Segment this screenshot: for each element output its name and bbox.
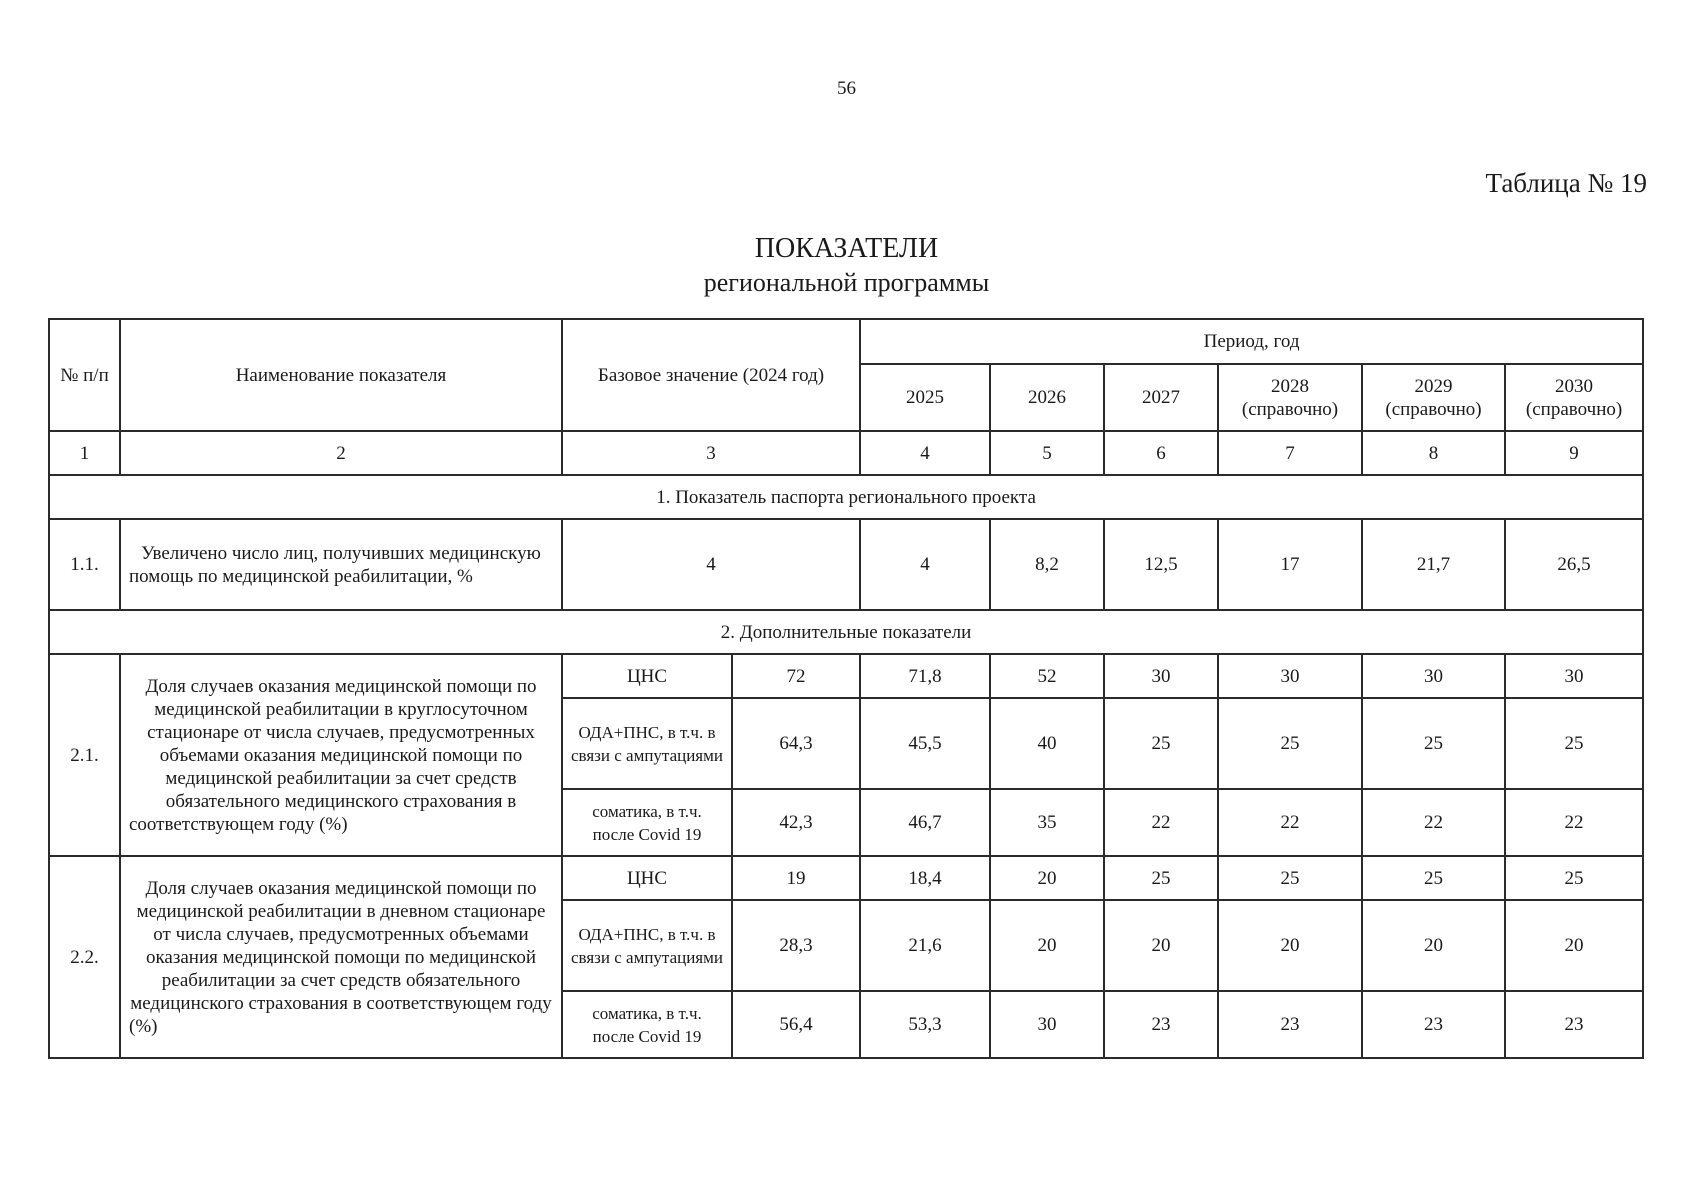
header-year: 2029 (справочно) — [1362, 364, 1505, 431]
value-cell: 4 — [860, 519, 990, 610]
row-number: 2.1. — [49, 654, 120, 856]
base-value: 28,3 — [732, 900, 860, 991]
value-cell: 25 — [1104, 698, 1218, 789]
header-year: 2027 — [1104, 364, 1218, 431]
value-cell: 20 — [990, 900, 1104, 991]
document-title: ПОКАЗАТЕЛИ — [754, 233, 939, 264]
column-number: 8 — [1362, 431, 1505, 475]
value-cell: 20 — [1505, 900, 1643, 991]
column-number: 7 — [1218, 431, 1362, 475]
value-cell: 23 — [1362, 991, 1505, 1058]
value-cell: 52 — [990, 654, 1104, 698]
value-cell: 25 — [1505, 698, 1643, 789]
value-cell: 30 — [1104, 654, 1218, 698]
value-cell: 30 — [1218, 654, 1362, 698]
table-row — [49, 654, 1643, 698]
section-row — [49, 475, 1643, 519]
table-label: Таблица № 19 — [1485, 168, 1647, 198]
value-cell: 22 — [1218, 789, 1362, 856]
column-number: 5 — [990, 431, 1104, 475]
header-year: 2028 (справочно) — [1218, 364, 1362, 431]
value-cell: 30 — [1505, 654, 1643, 698]
base-value: 4 — [562, 519, 860, 610]
value-cell: 25 — [1218, 856, 1362, 900]
value-cell: 45,5 — [860, 698, 990, 789]
base-value: 64,3 — [732, 698, 860, 789]
value-cell: 18,4 — [860, 856, 990, 900]
value-cell: 26,5 — [1505, 519, 1643, 610]
base-value: 42,3 — [732, 789, 860, 856]
base-value: 19 — [732, 856, 860, 900]
value-cell: 8,2 — [990, 519, 1104, 610]
value-cell: 25 — [1505, 856, 1643, 900]
section-title: 1. Показатель паспорта регионального проекта — [49, 475, 1643, 519]
page-number: 56 — [837, 78, 856, 99]
header-year: 2026 — [990, 364, 1104, 431]
value-cell: 30 — [1362, 654, 1505, 698]
base-value: 56,4 — [732, 991, 860, 1058]
column-number: 4 — [860, 431, 990, 475]
category-cell: ОДА+ПНС, в т.ч. в связи с ампутациями — [562, 698, 732, 789]
table-row — [49, 856, 1643, 900]
value-cell: 25 — [1218, 698, 1362, 789]
value-cell: 53,3 — [860, 991, 990, 1058]
value-cell: 20 — [1104, 900, 1218, 991]
header-base: Базовое значение (2024 год) — [562, 319, 860, 431]
value-cell: 12,5 — [1104, 519, 1218, 610]
category-cell: соматика, в т.ч. после Covid 19 — [562, 789, 732, 856]
indicators-table — [48, 318, 1644, 1059]
column-number: 1 — [49, 431, 120, 475]
header-year: 2025 — [860, 364, 990, 431]
value-cell: 22 — [1362, 789, 1505, 856]
header-no: № п/п — [49, 319, 120, 431]
header-period: Период, год — [860, 319, 1643, 364]
row-number: 1.1. — [49, 519, 120, 610]
indicator-name: Доля случаев оказания медицинской помощи по медицинской реабилитации в круглосуточном стационаре от числа случаев, предусмотренных объемами оказания медицинской помощи по медицинской реабилитации за счет средств обязательного медицинского страхования в соответствующем году (%) — [120, 654, 562, 856]
value-cell: 71,8 — [860, 654, 990, 698]
value-cell: 21,7 — [1362, 519, 1505, 610]
value-cell: 21,6 — [860, 900, 990, 991]
indicator-name: Увеличено число лиц, получивших медицинскую помощь по медицинской реабилитации, % — [120, 519, 562, 610]
value-cell: 30 — [990, 991, 1104, 1058]
indicator-name: Доля случаев оказания медицинской помощи по медицинской реабилитации в дневном стационаре от числа случаев, предусмотренных объемами оказания медицинской помощи по медицинской реабилитации за счет средств обязательного медицинского страхования в соответствующем году (%) — [120, 856, 562, 1058]
column-number: 9 — [1505, 431, 1643, 475]
value-cell: 35 — [990, 789, 1104, 856]
value-cell: 20 — [1362, 900, 1505, 991]
value-cell: 25 — [1362, 856, 1505, 900]
value-cell: 46,7 — [860, 789, 990, 856]
value-cell: 22 — [1104, 789, 1218, 856]
value-cell: 25 — [1104, 856, 1218, 900]
header-name: Наименование показателя — [120, 319, 562, 431]
category-cell: ЦНС — [562, 856, 732, 900]
category-cell: ЦНС — [562, 654, 732, 698]
header-year: 2030 (справочно) — [1505, 364, 1643, 431]
value-cell: 23 — [1505, 991, 1643, 1058]
section-row — [49, 610, 1643, 654]
value-cell: 23 — [1218, 991, 1362, 1058]
value-cell: 17 — [1218, 519, 1362, 610]
value-cell: 20 — [990, 856, 1104, 900]
category-cell: ОДА+ПНС, в т.ч. в связи с ампутациями — [562, 900, 732, 991]
value-cell: 20 — [1218, 900, 1362, 991]
document-subtitle: региональной программы — [703, 268, 990, 297]
value-cell: 40 — [990, 698, 1104, 789]
section-title: 2. Дополнительные показатели — [49, 610, 1643, 654]
value-cell: 23 — [1104, 991, 1218, 1058]
table-row — [49, 519, 1643, 610]
row-number: 2.2. — [49, 856, 120, 1058]
value-cell: 25 — [1362, 698, 1505, 789]
column-number: 6 — [1104, 431, 1218, 475]
header-row — [49, 319, 1643, 364]
column-number: 3 — [562, 431, 860, 475]
category-cell: соматика, в т.ч. после Covid 19 — [562, 991, 732, 1058]
value-cell: 22 — [1505, 789, 1643, 856]
column-number: 2 — [120, 431, 562, 475]
column-numbers-row — [49, 431, 1643, 475]
base-value: 72 — [732, 654, 860, 698]
